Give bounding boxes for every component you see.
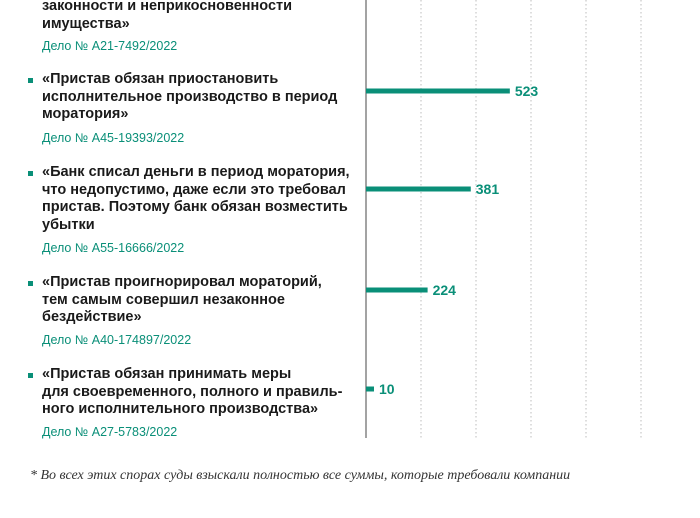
bar xyxy=(366,288,428,293)
bar xyxy=(366,187,471,192)
case-quote: «Пристав проигнорировал мораторий, тем самым совершил незаконное бездействие» xyxy=(42,274,322,325)
case-quote: законности и неприкосновенности имущества» xyxy=(42,0,293,32)
case-number: Дело № А21-7492/2022 xyxy=(42,39,178,53)
case-number: Дело № А45-19393/2022 xyxy=(42,131,185,145)
footnote: * Во всех этих спорах суды взыскали полностью все суммы, которые требовали компании xyxy=(30,468,571,483)
case-quote: «Банк списал деньги в период моратория, что недопустимо, даже если это требовал пристав. Поэтому банк обязан возместить убытки xyxy=(42,164,350,233)
case-number: Дело № А27-5783/2022 xyxy=(42,425,178,439)
case-number: Дело № А55-16666/2022 xyxy=(42,241,185,255)
bar-value-label: 224 xyxy=(432,282,456,298)
case-number: Дело № А40-174897/2022 xyxy=(42,333,192,347)
case-quote: «Пристав обязан принимать меры для своевременного, полного и правиль- ного исполнительного производства» xyxy=(42,366,343,417)
bar-value-label: 381 xyxy=(475,181,500,197)
bar-value-label: 10 xyxy=(379,381,395,397)
bar xyxy=(366,89,510,94)
bar xyxy=(366,387,374,392)
bar-value-label: 523 xyxy=(514,83,539,99)
case-quote: «Пристав обязан приостановить исполнительное производство в период моратория» xyxy=(42,71,338,122)
